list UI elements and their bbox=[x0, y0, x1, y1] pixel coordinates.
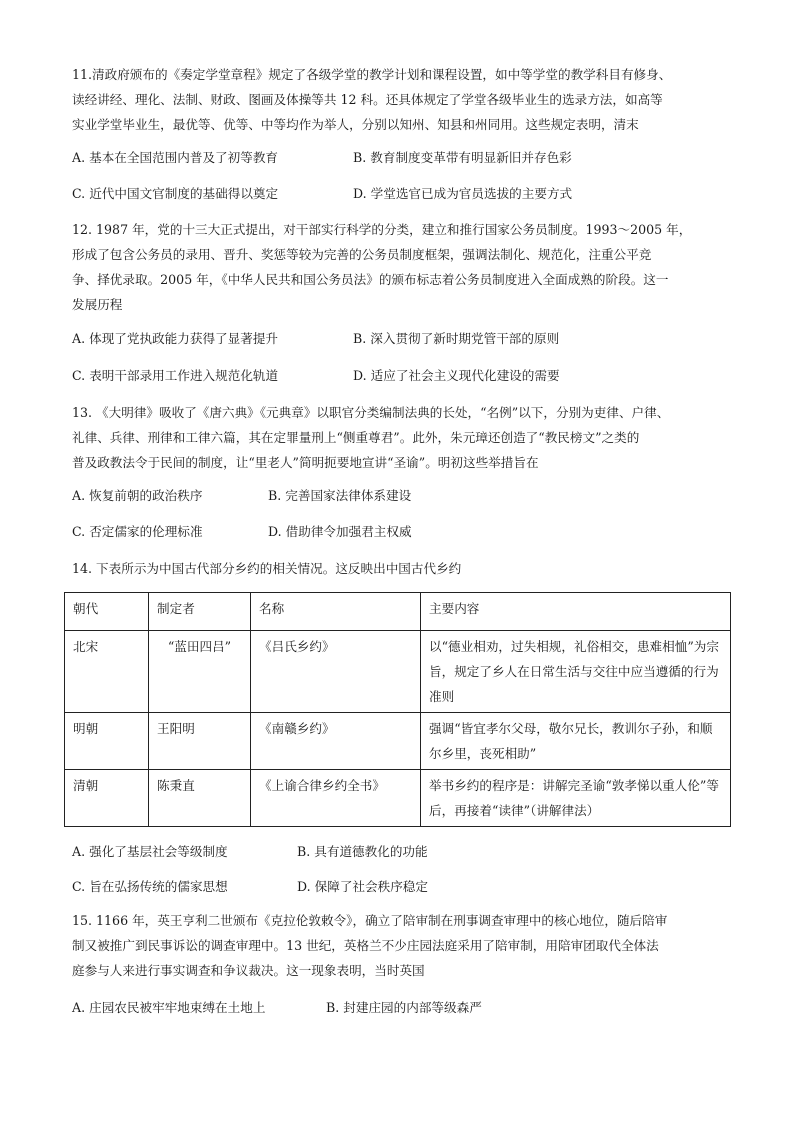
question-13-option-d: D. 借助律令加强君主权威 bbox=[268, 524, 412, 539]
table-cell-name: 《上谕合律乡约全书》 bbox=[251, 770, 421, 827]
question-11-option-a: A. 基本在全国范围内普及了初等教育 bbox=[72, 150, 279, 165]
question-15-option-b: B. 封建庄园的内部等级森严 bbox=[326, 1000, 482, 1015]
table-cell-name: 《南赣乡约》 bbox=[251, 713, 421, 770]
question-11-line: 实业学堂毕业生，最优等、优等、中等均作为举人，分别以知州、知县和州同用。这些规定表明，清末 bbox=[72, 117, 639, 132]
question-12-line: 发展历程 bbox=[72, 297, 123, 312]
question-11-option-b: B. 教育制度变革带有明显新旧并存色彩 bbox=[353, 150, 572, 165]
question-11-option-d: D. 学堂选官已成为官员选拔的主要方式 bbox=[353, 186, 573, 201]
question-13-line: 普及政教法令于民间的制度，让“里老人”简明扼要地宣讲“圣谕”。明初这些举措旨在 bbox=[72, 455, 539, 470]
question-15-line: 庭参与人来进行事实调查和争议裁决。这一现象表明，当时英国 bbox=[72, 963, 425, 978]
question-15-line: 15. 1166 年，英王亨利二世颁布《克拉伦敦敕令》，确立了陪审制在刑事调查审理中的核心地位，随后陪审 bbox=[72, 913, 668, 928]
question-12-line: 争、择优录取。2005 年，《中华人民共和国公务员法》的颁布标志着公务员制度进入全面成熟的阶段。这一 bbox=[72, 272, 669, 287]
table-cell-author: 王阳明 bbox=[149, 713, 251, 770]
table-header-cell: 名称 bbox=[251, 593, 421, 631]
question-11-stem bbox=[72, 62, 732, 137]
question-14-option-c: C. 旨在弘扬传统的儒家思想 bbox=[72, 879, 228, 894]
table-row bbox=[65, 770, 731, 827]
table-cell-dynasty: 北宋 bbox=[65, 631, 149, 713]
question-14-stem: 14. 下表所示为中国古代部分乡约的相关情况。这反映出中国古代乡约 bbox=[72, 561, 462, 576]
table-row bbox=[65, 713, 731, 770]
question-11-option-c: C. 近代中国文官制度的基础得以奠定 bbox=[72, 186, 279, 201]
question-12-stem bbox=[72, 217, 732, 317]
table-cell-dynasty: 明朝 bbox=[65, 713, 149, 770]
question-12-line: 形成了包含公务员的录用、晋升、奖惩等较为完善的公务员制度框架，强调法制化、规范化，注重公平竞 bbox=[72, 247, 652, 262]
question-14-option-b: B. 具有道德教化的功能 bbox=[297, 844, 428, 859]
question-12-option-a: A. 体现了党执政能力获得了显著提升 bbox=[72, 331, 279, 346]
table-cell-author: “蓝田四吕” bbox=[149, 631, 251, 713]
question-13-stem bbox=[72, 400, 732, 475]
question-13-option-b: B. 完善国家法律体系建设 bbox=[268, 488, 412, 503]
table-header-row bbox=[65, 593, 731, 631]
table-cell-content: 举书乡约的程序是：讲解完圣谕“敦孝悌以重人伦”等后，再接着“读律”（讲解律法） bbox=[421, 770, 731, 827]
question-14-option-a: A. 强化了基层社会等级制度 bbox=[72, 844, 228, 859]
question-12-option-c: C. 表明干部录用工作进入规范化轨道 bbox=[72, 368, 279, 383]
question-12-option-b: B. 深入贯彻了新时期党管干部的原则 bbox=[353, 331, 560, 346]
table-cell-dynasty: 清朝 bbox=[65, 770, 149, 827]
question-12-option-d: D. 适应了社会主义现代化建设的需要 bbox=[353, 368, 560, 383]
question-15-line: 制又被推广到民事诉讼的调查审理中。13 世纪，英格兰不少庄园法庭采用了陪审制，用陪审团取代全体法 bbox=[72, 938, 659, 953]
table-cell-name: 《吕氏乡约》 bbox=[251, 631, 421, 713]
question-14-option-d: D. 保障了社会秩序稳定 bbox=[297, 879, 428, 894]
question-13-option-a: A. 恢复前朝的政治秩序 bbox=[72, 488, 203, 503]
question-15-option-a: A. 庄园农民被牢牢地束缚在土地上 bbox=[72, 1000, 266, 1015]
table-header-cell: 制定者 bbox=[149, 593, 251, 631]
question-13-option-c: C. 否定儒家的伦理标准 bbox=[72, 524, 203, 539]
table-cell-content: 以“德业相劝，过失相规，礼俗相交，患难相恤”为宗旨，规定了乡人在日常生活与交往中应当遵循的行为准则 bbox=[421, 631, 731, 713]
table-header-cell: 主要内容 bbox=[421, 593, 731, 631]
table-cell-author: 陈秉直 bbox=[149, 770, 251, 827]
table-row bbox=[65, 631, 731, 713]
question-13-line: 13. 《大明律》吸收了《唐六典》《元典章》以职官分类编制法典的长处，“名例”以下，分别为吏律、户律、 bbox=[72, 405, 670, 420]
question-11-line: 读经讲经、理化、法制、财政、图画及体操等共 12 科。还具体规定了学堂各级毕业生的选录方法，如高等 bbox=[72, 92, 663, 107]
township-covenant-table bbox=[64, 592, 731, 827]
question-11-line: 11.清政府颁布的《奏定学堂章程》规定了各级学堂的教学计划和课程设置，如中等学堂的教学科目有修身、 bbox=[72, 67, 672, 82]
question-13-line: 礼律、兵律、刑律和工律六篇，其在定罪量刑上“侧重尊君”。此外，朱元璋还创造了“教民榜文”之类的 bbox=[72, 430, 640, 445]
question-15-stem bbox=[72, 908, 732, 983]
table-cell-content: 强调“皆宜孝尔父母，敬尔兄长，教训尔子孙，和顺尔乡里，丧死相助” bbox=[421, 713, 731, 770]
table-header-cell: 朝代 bbox=[65, 593, 149, 631]
question-12-line: 12. 1987 年，党的十三大正式提出，对干部实行科学的分类，建立和推行国家公务员制度。1993～2005 年， bbox=[72, 222, 692, 237]
